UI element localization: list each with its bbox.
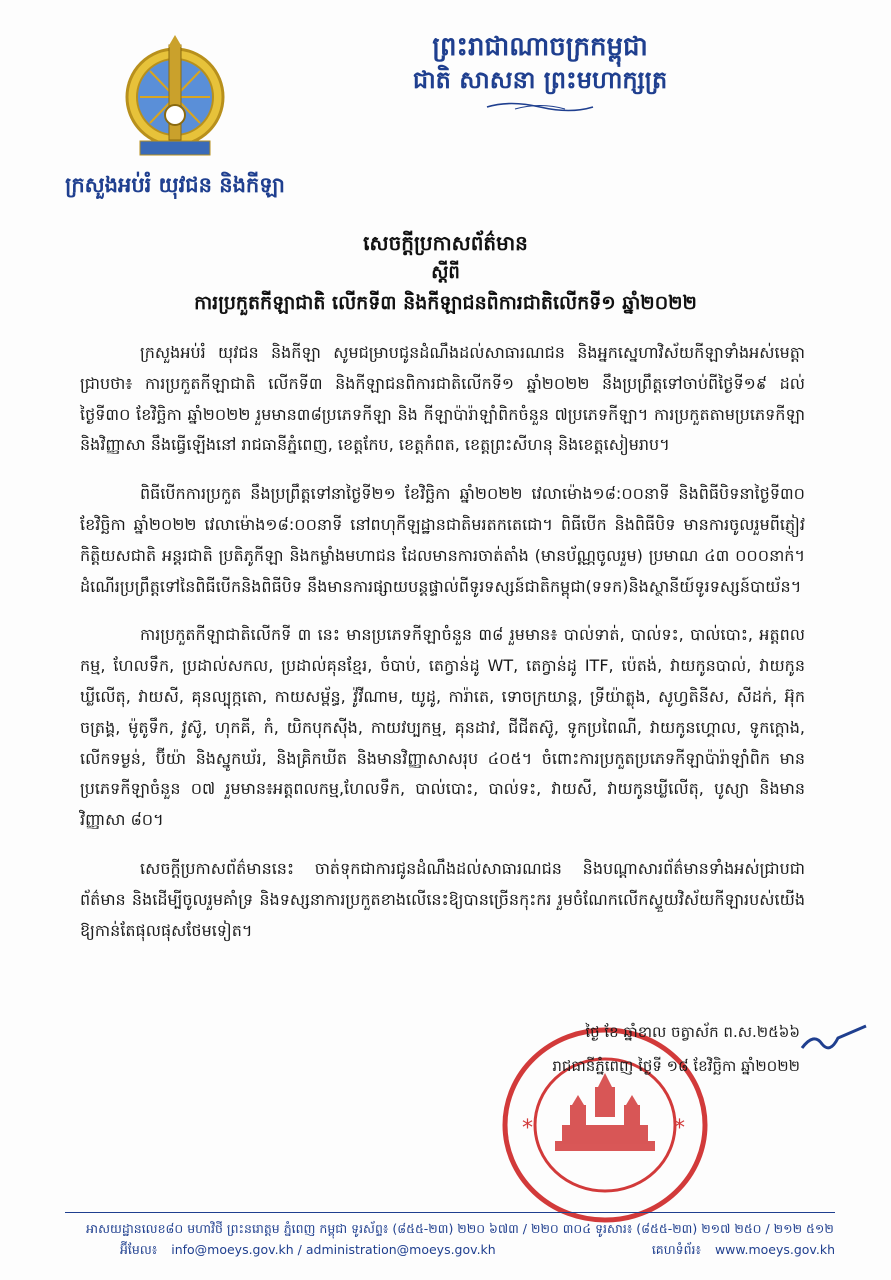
email-label: អ៊ីមែល៖ xyxy=(120,1242,158,1257)
ministry-name: ក្រសួងអប់រំ យុវជន និងកីឡា xyxy=(65,173,285,197)
footer-divider xyxy=(65,1212,835,1213)
footer-address: អាសយដ្ឋានលេខ៨០ មហាវិថី ព្រះនរោត្តម ភ្នំពេញ កម្ពុជា ទូរស័ព្ទ៖ (៨៥៥-២៣) ២២០ ៦៧៣ / ២២០ ៣០៤ ទូរសារ៖ (៨៥៥-២៣) ២១៧ ២៥០ / ២១២ ៥១២ xyxy=(86,1221,834,1236)
ornament-divider-icon xyxy=(485,100,595,114)
title-line-3: ការប្រកួតកីឡាជាតិ លើកទី៣ និងកីឡាជនពិការជាតិលើកទី១ ឆ្នាំ២០២២ xyxy=(194,292,697,314)
footer-contacts xyxy=(65,1240,855,1260)
kingdom-name: ព្រះរាជាណាចក្រកម្ពុជា xyxy=(432,32,648,62)
paragraph-3: ការប្រកួតកីឡាជាតិលើកទី ៣ នេះ មានប្រភេទកីឡាចំនួន ៣៨ រួមមាន៖ បាល់ទាត់, បាល់ទះ, បាល់បោះ, អត្តពលកម្ម, ហែលទឹក, ប្រដាល់សកល, ប្រដាល់គុនខ្មែរ, ចំបាប់, តេក្វាន់ដូ WT, តេក្វាន់ដូ ITF, ប៉េតង់, វាយកូនបាល់, វាយកូនឃ្លីលើតុ, វាយសី, គុនល្បុក្កតោ, កាយសម្ព័ន្ធ, វ៉ូវីណាម, យូដូ, ការ៉ាតេ, ទោចក្រយាន្ត, ទ្រីយ៉ាត្លុង, សូហ្វតិនីស, សីដក់, អ៊ុកចត្រង្គ, ម៉ូតូទឹក, វូស៊ូ, ហុកគី, កំ, យិកបុកសុីង, កាយវប្បកម្ម, គុនដាវ, ជីជីតស៊ូ, ទូកប្រពៃណី, វាយកូនហ្គោល, ទូកក្ដោង, លើកទម្ងន់, ប៊ីយ៉ា និងស្នូកឃ័រ, និងគ្រិកឃីត និងមានវិញ្ញាសាសរុប ៤០៥។ ចំពោះការប្រកួតប្រភេទកីឡាប៉ារ៉ាឡាំពិក មានប្រភេទកីឡាចំនួន ០៧ រួមមាន៖អត្តពលកម្ម,ហែលទឹក, បាល់បោះ, បាល់ទះ, វាយសី, វាយកូនឃ្លីលើតុ, បូស្យា និងមានវិញ្ញាសា ៨០។ xyxy=(80,625,805,830)
date-block xyxy=(380,1015,800,1083)
paragraph-2: ពិធីបើកការប្រកួត នឹងប្រព្រឹត្តទៅនាថ្ងៃទី២១ ខែវិច្ឆិកា ឆ្នាំ២០២២ វេលាម៉ោង១៨:០០នាទី និងពិធីបិទនាថ្ងៃទី៣០ ខែវិច្ឆិកា ឆ្នាំ២០២២ វេលាម៉ោង១៨:០០នាទី នៅពហុកីឡដ្ឋានជាតិមរតកតេជោ។ ពិធីបើក និងពិធីបិទ មានការចូលរួមពីភ្ញៀវកិត្តិយសជាតិ អន្តរជាតិ ប្រតិភូកីឡា និងកម្លាំងមហាជន ដែលមានការចាត់តាំង (មានប័ណ្ណចូលរួម) ប្រមាណ ៤៣ ០០០នាក់។ ដំណើរប្រព្រឹត្តទៅនៃពិធីបើកនិងពិធីបិទ នឹងមានការផ្សាយបន្តផ្ទាល់ពីទូរទស្សន៍ជាតិកម្ពុជា(ទទក)និងស្ថានីយ៍ទូរទស្សន៍បាយ័ន។ xyxy=(80,484,805,596)
kingdom-header xyxy=(300,30,780,114)
lunar-date: ថ្ងៃ ខែ ឆ្នាំខាល ចត្វាស័ក ព.ស.២៥៦៦ xyxy=(585,1023,800,1041)
website-block xyxy=(652,1240,845,1260)
national-motto: ជាតិ សាសនា ព្រះមហាក្សត្រ xyxy=(412,66,668,94)
solar-date: រាជធានីភ្នំពេញ ថ្ងៃទី ១៨ ខែវិច្ឆិកា ឆ្នាំ២០២២ xyxy=(552,1057,800,1075)
title-line-2: ស្ដីពី xyxy=(431,262,460,283)
svg-text:*: * xyxy=(674,1116,685,1141)
footer xyxy=(65,1218,855,1260)
paragraph-4: សេចក្ដីប្រកាសព័ត៌មាននេះ ចាត់ទុកជាការជូនដំណឹងដល់សាធារណជន និងបណ្ដាសារព័ត៌មានទាំងអស់ជ្រាបជាព័ត៌មាន និងដើម្បីចូលរួមគាំទ្រ និងទស្សនាការប្រកួតខាងលើនេះឱ្យបានច្រើនកុះករ រួមចំណែកលើកស្ទួយវិស័យកីឡារបស់យើង ឱ្យកាន់តែផុលផុសថែមទៀត។ xyxy=(80,858,805,940)
ministry-emblem-icon xyxy=(120,35,230,165)
title-line-1: សេចក្ដីប្រកាសព័ត៌មាន xyxy=(363,231,528,255)
document-title xyxy=(100,228,791,318)
svg-text:*: * xyxy=(522,1116,533,1141)
website-link[interactable]: www.moeys.gov.kh xyxy=(714,1242,835,1257)
document-body xyxy=(80,338,805,964)
paragraph-1: ក្រសួងអប់រំ យុវជន និងកីឡា សូមជម្រាបជូនដំណឹងដល់សាធារណជន និងអ្នកស្នេហាវិស័យកីឡាទាំងអស់មេត្តាជ្រាបថា៖ ការប្រកួតកីឡាជាតិ លើកទី៣ និងកីឡាជនពិការជាតិលើកទី១ ឆ្នាំ២០២២ នឹងប្រព្រឹត្តទៅចាប់ពីថ្ងៃទី១៩ ដល់ថ្ងៃទី៣០ ខែវិច្ឆិកា ឆ្នាំ២០២២ រួមមាន៣៨ប្រភេទកីឡា និង កីឡាប៉ារ៉ាឡាំពិកចំនួន ៧ប្រភេទកីឡា។ ការប្រកួតតាមប្រភេទកីឡា និងវិញ្ញាសា នឹងធ្វើឡើងនៅ រាជធានីភ្នំពេញ, ខេត្តកែប, ខេត្តកំពត, ខេត្តព្រះសីហនុ និងខេត្តសៀមរាប។ xyxy=(80,343,805,455)
email-link[interactable]: info@moeys.gov.kh / administration@moeys.gov.kh xyxy=(171,1242,496,1257)
signature-icon xyxy=(800,1020,870,1064)
website-label: គេហទំព័រ៖ xyxy=(651,1242,701,1257)
